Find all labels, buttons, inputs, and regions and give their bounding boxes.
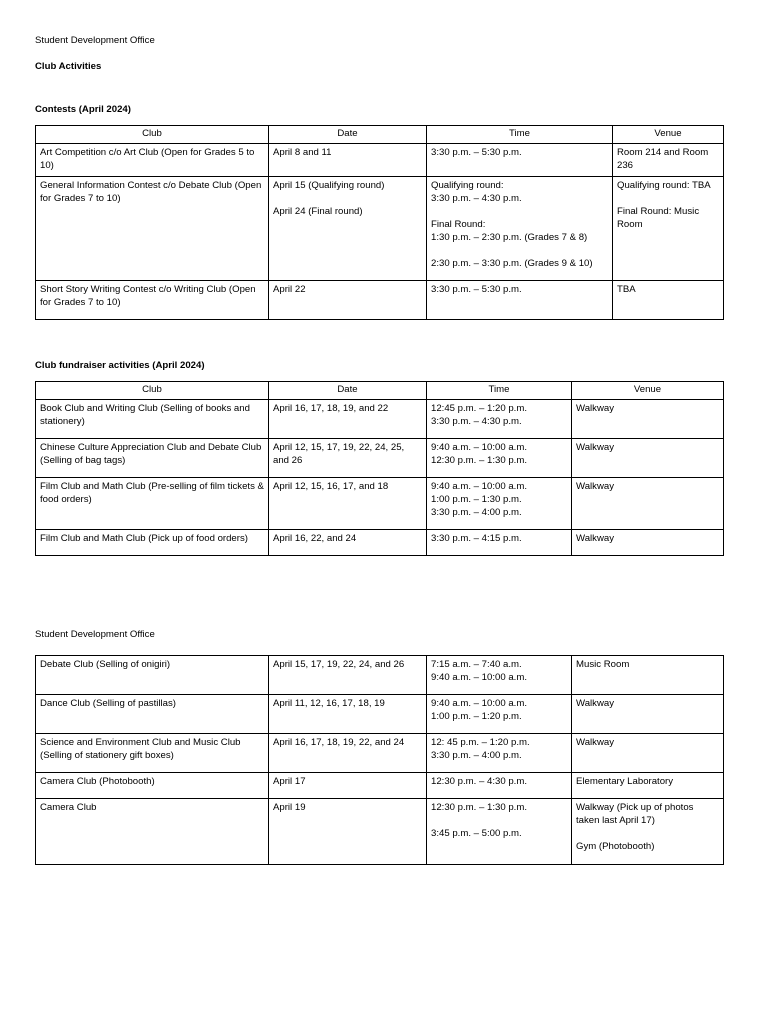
table-row	[36, 478, 724, 530]
time-cell	[427, 439, 572, 478]
time-text: 12:30 p.m. – 4:30 p.m.	[431, 776, 527, 787]
venue-cell	[613, 177, 724, 281]
venue-cell	[572, 656, 724, 695]
column-header-club: Club	[36, 126, 269, 144]
time-text: 3:30 p.m. – 4:15 p.m.	[431, 533, 522, 544]
date-cell	[269, 656, 427, 695]
date-text: April 22	[273, 284, 306, 295]
column-header-time: Time	[427, 382, 572, 400]
table-row	[36, 439, 724, 478]
time-cell	[427, 530, 572, 556]
date-cell	[269, 439, 427, 478]
table-row	[36, 144, 724, 177]
club-cell	[36, 530, 269, 556]
club-cell	[36, 177, 269, 281]
venue-text: Walkway	[576, 481, 615, 492]
time-cell	[427, 144, 613, 177]
table-row	[36, 773, 724, 799]
time-text: 2:30 p.m. – 3:30 p.m. (Grades 9 & 10)	[431, 258, 593, 269]
time-cell	[427, 799, 572, 865]
club-text: Art Competition c/o Art Club (Open for Grades 5 to 10)	[40, 147, 255, 171]
date-cell	[269, 478, 427, 530]
time-text: 3:30 p.m. – 5:30 p.m.	[431, 147, 522, 158]
time-text: 12:30 p.m. – 1:30 p.m.	[431, 802, 527, 813]
table-header-row	[36, 126, 724, 144]
date-cell	[269, 773, 427, 799]
venue-cell	[572, 439, 724, 478]
time-text: 9:40 a.m. – 10:00 a.m.	[431, 481, 527, 492]
time-cell	[427, 400, 572, 439]
club-text: Science and Environment Club and Music Club (Selling of stationery gift boxes)	[40, 737, 241, 761]
club-cell	[36, 773, 269, 799]
time-text: 12: 45 p.m. – 1:20 p.m.	[431, 737, 530, 748]
column-header-date: Date	[269, 126, 427, 144]
club-text: General Information Contest c/o Debate Club (Open for Grades 7 to 10)	[40, 180, 262, 204]
date-cell	[269, 530, 427, 556]
club-text: Camera Club (Photobooth)	[40, 776, 155, 787]
venue-cell	[572, 400, 724, 439]
venue-text: Walkway	[576, 698, 615, 709]
club-cell	[36, 439, 269, 478]
time-text: 12:30 p.m. – 1:30 p.m.	[431, 455, 527, 466]
club-text: Film Club and Math Club (Pick up of food orders)	[40, 533, 248, 544]
venue-text: Room 214 and Room 236	[617, 147, 709, 171]
date-cell	[269, 400, 427, 439]
table-header-row	[36, 382, 724, 400]
club-cell	[36, 144, 269, 177]
time-text: 7:15 a.m. – 7:40 a.m.	[431, 659, 522, 670]
club-text: Camera Club	[40, 802, 97, 813]
club-text: Short Story Writing Contest c/o Writing Club (Open for Grades 7 to 10)	[40, 284, 256, 308]
time-text: 1:30 p.m. – 2:30 p.m. (Grades 7 & 8)	[431, 232, 588, 243]
venue-text: Gym (Photobooth)	[576, 841, 655, 852]
venue-text: Qualifying round: TBA	[617, 180, 711, 191]
time-text: 9:40 a.m. – 10:00 a.m.	[431, 698, 527, 709]
club-cell	[36, 281, 269, 320]
club-text: Debate Club (Selling of onigiri)	[40, 659, 171, 670]
club-cell	[36, 656, 269, 695]
venue-text: Walkway	[576, 403, 615, 414]
date-cell	[269, 177, 427, 281]
club-cell	[36, 478, 269, 530]
time-text: 3:30 p.m. – 4:30 p.m.	[431, 193, 522, 204]
venue-cell	[572, 734, 724, 773]
date-cell	[269, 799, 427, 865]
time-cell	[427, 478, 572, 530]
table-row	[36, 799, 724, 865]
venue-text: Walkway	[576, 533, 615, 544]
time-text: 3:30 p.m. – 4:00 p.m.	[431, 507, 522, 518]
time-text: Qualifying round:	[431, 180, 504, 191]
date-text: April 24 (Final round)	[273, 206, 363, 217]
club-cell	[36, 400, 269, 439]
time-text: 9:40 a.m. – 10:00 a.m.	[431, 442, 527, 453]
date-text: April 16, 17, 18, 19, 22, and 24	[273, 737, 405, 748]
time-text: 3:30 p.m. – 4:30 p.m.	[431, 416, 522, 427]
venue-text: Walkway (Pick up of photos taken last April 17)	[576, 802, 694, 826]
venue-cell	[572, 695, 724, 734]
venue-text: TBA	[617, 284, 636, 295]
blank-line	[431, 244, 608, 257]
time-cell	[427, 695, 572, 734]
blank-line	[431, 814, 567, 827]
column-header-venue: Venue	[613, 126, 724, 144]
club-cell	[36, 799, 269, 865]
time-text: 3:30 p.m. – 5:30 p.m.	[431, 284, 522, 295]
date-text: April 17	[273, 776, 306, 787]
table-row	[36, 734, 724, 773]
date-cell	[269, 281, 427, 320]
venue-cell	[613, 281, 724, 320]
club-text: Film Club and Math Club (Pre-selling of film tickets & food orders)	[40, 481, 264, 505]
time-cell	[427, 773, 572, 799]
blank-line	[576, 827, 719, 840]
blank-line	[431, 205, 608, 218]
fundraisers-section-title: Club fundraiser activities (April 2024)	[35, 360, 205, 371]
date-text: April 15, 17, 19, 22, 24, and 26	[273, 659, 405, 670]
fundraisers-table-continued	[35, 655, 724, 865]
page-heading: Club Activities	[35, 61, 102, 72]
date-cell	[269, 144, 427, 177]
contests-section-title: Contests (April 2024)	[35, 104, 131, 115]
date-text: April 8 and 11	[273, 147, 332, 158]
time-text: 1:00 p.m. – 1:30 p.m.	[431, 494, 522, 505]
time-cell	[427, 281, 613, 320]
date-text: April 19	[273, 802, 306, 813]
venue-text: Music Room	[576, 659, 630, 670]
table-row	[36, 695, 724, 734]
office-name-page2: Student Development Office	[35, 629, 155, 640]
date-cell	[269, 734, 427, 773]
column-header-time: Time	[427, 126, 613, 144]
column-header-club: Club	[36, 382, 269, 400]
table-row	[36, 177, 724, 281]
venue-text: Walkway	[576, 737, 615, 748]
time-text: 3:30 p.m. – 4:00 p.m.	[431, 750, 522, 761]
time-cell	[427, 177, 613, 281]
time-text: 1:00 p.m. – 1:20 p.m.	[431, 711, 522, 722]
date-text: April 12, 15, 16, 17, and 18	[273, 481, 389, 492]
column-header-date: Date	[269, 382, 427, 400]
date-text: April 11, 12, 16, 17, 18, 19	[273, 698, 385, 709]
table-row	[36, 281, 724, 320]
table-row	[36, 530, 724, 556]
club-text: Book Club and Writing Club (Selling of books and stationery)	[40, 403, 250, 427]
table-row	[36, 400, 724, 439]
venue-text: Elementary Laboratory	[576, 776, 674, 787]
club-cell	[36, 734, 269, 773]
date-text: April 16, 17, 18, 19, and 22	[273, 403, 389, 414]
time-cell	[427, 656, 572, 695]
time-text: 12:45 p.m. – 1:20 p.m.	[431, 403, 527, 414]
venue-cell	[572, 773, 724, 799]
contests-table	[35, 125, 724, 320]
date-cell	[269, 695, 427, 734]
time-text: Final Round:	[431, 219, 486, 230]
time-text: 9:40 a.m. – 10:00 a.m.	[431, 672, 527, 683]
fundraisers-table	[35, 381, 724, 556]
venue-text: Walkway	[576, 442, 615, 453]
time-text: 3:45 p.m. – 5:00 p.m.	[431, 828, 522, 839]
date-text: April 15 (Qualifying round)	[273, 180, 385, 191]
club-cell	[36, 695, 269, 734]
venue-cell	[572, 478, 724, 530]
venue-cell	[613, 144, 724, 177]
venue-cell	[572, 799, 724, 865]
venue-cell	[572, 530, 724, 556]
column-header-venue: Venue	[572, 382, 724, 400]
venue-text: Final Round: Music Room	[617, 206, 700, 230]
time-cell	[427, 734, 572, 773]
club-text: Chinese Culture Appreciation Club and Debate Club (Selling of bag tags)	[40, 442, 262, 466]
club-text: Dance Club (Selling of pastillas)	[40, 698, 176, 709]
date-text: April 16, 22, and 24	[273, 533, 357, 544]
table-row	[36, 656, 724, 695]
date-text: April 12, 15, 17, 19, 22, 24, 25, and 26	[273, 442, 405, 466]
blank-line	[617, 192, 719, 205]
blank-line	[273, 192, 422, 205]
office-name: Student Development Office	[35, 35, 155, 46]
